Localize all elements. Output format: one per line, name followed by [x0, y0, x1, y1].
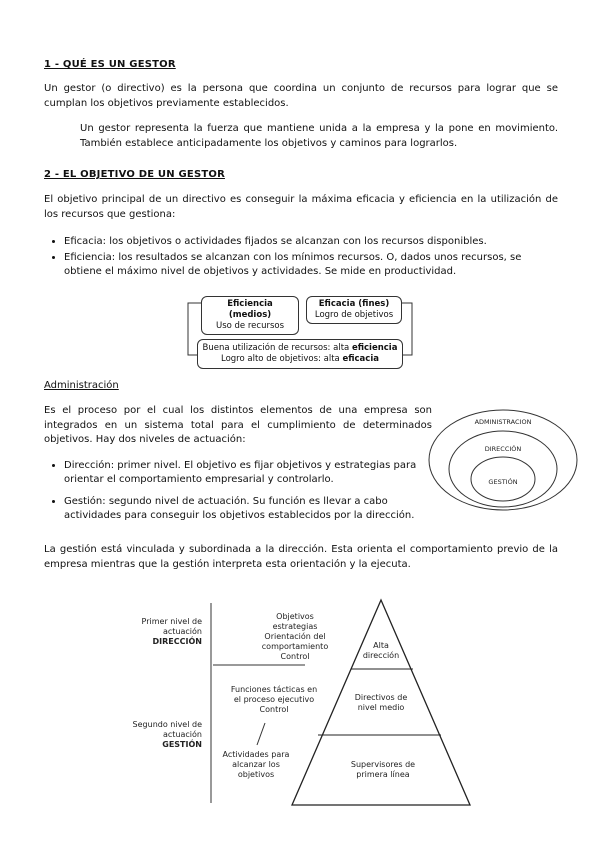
summary-line-2: Logro alto de objetivos: alta eficacia — [221, 354, 379, 364]
tier1-text: Alta dirección — [362, 641, 400, 660]
section1-para1: Un gestor (o directivo) es la persona que coordina un conjunto de recursos para lograr que se cumplan los objetivos previamente establecidos. — [44, 83, 558, 109]
label-administracion: ADMINISTRACION — [474, 418, 532, 426]
admin-para1: Es el proceso por el cual los distintos elementos de una empresa son integrados en un sistema total para el cumplimiento de determinados objetivos. Hay dos niveles de actuación: — [44, 405, 432, 445]
ellipse-direccion — [449, 431, 557, 507]
label-direccion: DIRECCIÓN — [484, 445, 522, 453]
efficiency-box — [201, 296, 299, 335]
admin-bullets — [44, 459, 444, 525]
section1-para2: Un gestor representa la fuerza que mantiene unida a la empresa y la pone en movimiento. También establece anticipadamente los objetivos y caminos para lograrlos. — [80, 123, 558, 149]
list-item: • Gestión: segundo nivel de actuación. Su función es llevar a cabo actividades para conseguir los objetivos establecidos por la dirección. — [64, 495, 444, 523]
efficiency-box-title: Eficiencia (medios) — [227, 299, 273, 320]
list-item: • Eficiencia: los resultados se alcanzan con los mínimos recursos. O, dados unos recursos, se obtiene el máximo nivel de objetivos y actividades. Se mide en productividad. — [64, 251, 558, 279]
efficiency-summary-box — [197, 339, 403, 369]
tier2-text: Directivos de nivel medio — [354, 693, 408, 712]
efficacy-box-sub: Logro de objetivos — [314, 310, 394, 320]
section2-heading: 2 - EL OBJETIVO DE UN GESTOR — [44, 169, 225, 180]
administration-ellipses — [425, 405, 585, 515]
list-item: • Eficacia: los objetivos o actividades fijados se alcanzan con los recursos disponibles. — [64, 235, 558, 249]
middle-top-text: Objetivos estrategias Orientación del comportamiento Control — [261, 612, 329, 661]
middle-mid-text: Funciones tácticas en el proceso ejecutivo Control — [230, 685, 318, 714]
efficacy-box-title: Eficacia (fines) — [318, 299, 390, 309]
admin-heading: Administración — [44, 380, 119, 391]
admin-para2: La gestión está vinculada y subordinada a la dirección. Esta orienta el comportamiento previo de la empresa mientras que la gestión interpreta esta orientación y la ejecuta. — [44, 544, 558, 570]
efficacy-box — [306, 296, 402, 324]
list-item: • Dirección: primer nivel. El objetivo es fijar objetivos y estrategias para orientar el comportamiento empresarial y controlarlo. — [64, 459, 444, 487]
level2-label: Segundo nivel de actuación GESTIÓN — [132, 720, 202, 749]
section2-para1: El objetivo principal de un directivo es conseguir la máxima eficacia y eficiencia en la utilización de los recursos que gestiona: — [44, 194, 558, 220]
level1-label: Primer nivel de actuación DIRECCIÓN — [141, 617, 202, 646]
summary-line-1: Buena utilización de recursos: alta eficiencia — [202, 343, 398, 353]
section2-bullets — [44, 235, 558, 281]
efficiency-box-sub: Uso de recursos — [215, 321, 285, 331]
tier3-text: Supervisores de primera línea — [350, 760, 416, 779]
label-gestion: GESTIÓN — [488, 478, 518, 486]
section1-heading: 1 - QUÉ ES UN GESTOR — [44, 59, 176, 70]
middle-bot-text: Actividades para alcanzar los objetivos — [222, 750, 290, 779]
